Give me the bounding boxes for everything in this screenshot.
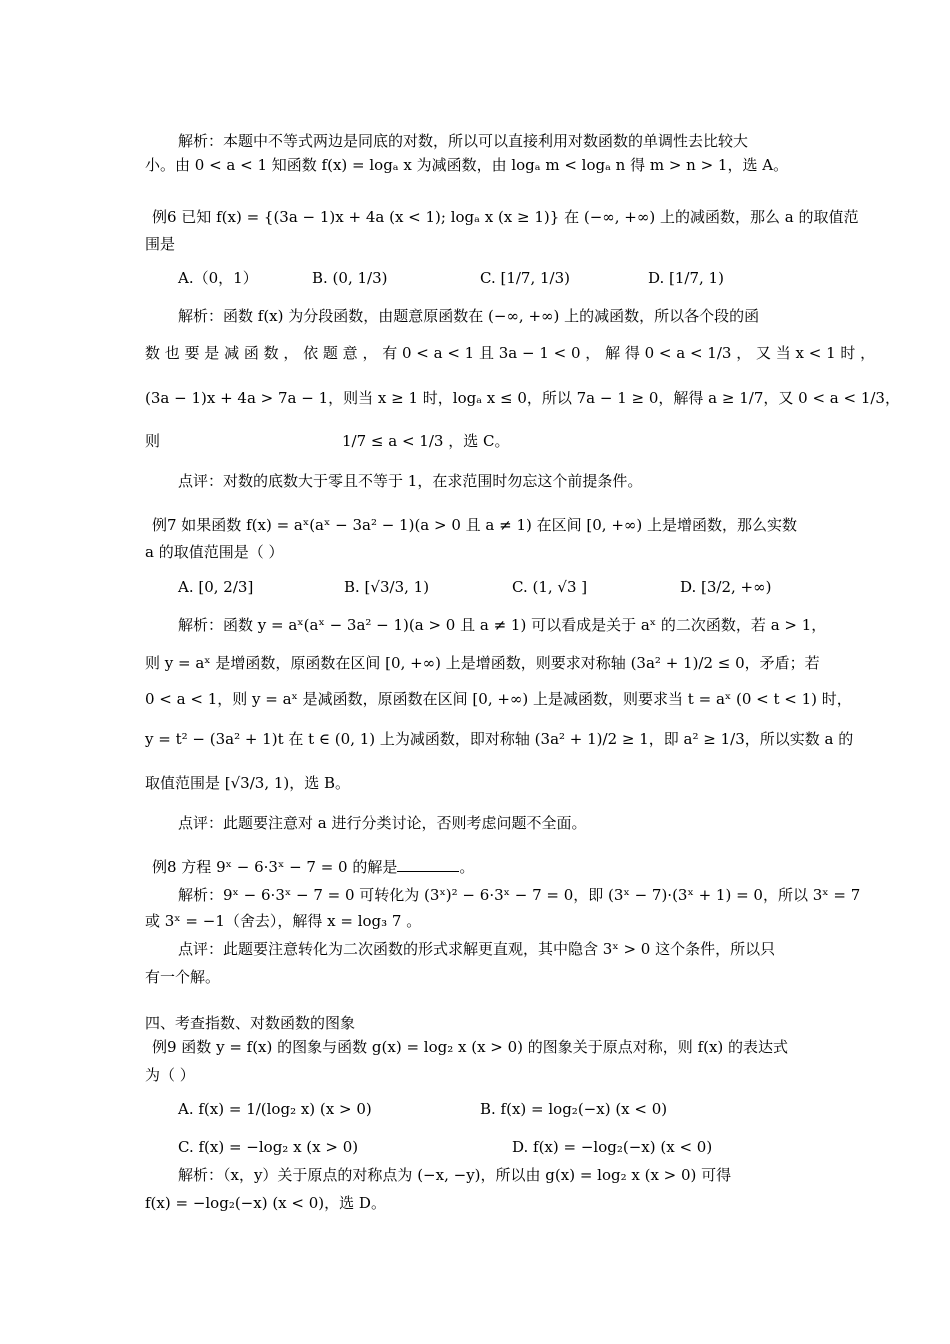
analysis-line: (3a − 1)x + 4a > 7a − 1，则当 x ≥ 1 时，logₐ x ≤ 0，所以 7a − 1 ≥ 0，解得 a ≥ 1/7，又 0 < a < 1/3， [145, 389, 900, 407]
answer-blank [397, 857, 459, 872]
analysis-line: 解析：9ˣ − 6·3ˣ − 7 = 0 可转化为 (3ˣ)² − 6·3ˣ − 7 = 0，即 (3ˣ − 7)·(3ˣ + 1) = 0，所以 3ˣ = 7 [178, 886, 861, 904]
example-6-stem: 例6 已知 f(x) = {(3a − 1)x + 4a (x < 1); logₐ x (x ≥ 1)} 在 (−∞, +∞) 上的减函数，那么 a 的取值范 [152, 208, 859, 226]
option-b: B. f(x) = log₂(−x) (x < 0) [480, 1100, 668, 1118]
analysis-line: f(x) = −log₂(−x) (x < 0)，选 D。 [145, 1194, 386, 1212]
option-d: D. [3/2, +∞) [680, 578, 772, 596]
example-9-stem-cont: 为（ ） [145, 1066, 195, 1084]
analysis-line: 解析：本题中不等式两边是同底的对数，所以可以直接利用对数函数的单调性去比较大 [178, 132, 749, 150]
option-c: C. f(x) = −log₂ x (x > 0) [178, 1138, 359, 1156]
analysis-line: 则 y = aˣ 是增函数，原函数在区间 [0, +∞) 上是增函数，则要求对称轴 (3a² + 1)/2 ≤ 0，矛盾；若 [145, 654, 820, 672]
analysis-line: 0 < a < 1，则 y = aˣ 是减函数，原函数在区间 [0, +∞) 上是减函数，则要求当 t = aˣ (0 < t < 1) 时， [145, 690, 852, 708]
comment-line: 点评：此题要注意对 a 进行分类讨论，否则考虑问题不全面。 [178, 814, 587, 832]
option-c: C. (1, √3 ] [512, 578, 588, 596]
analysis-line: y = t² − (3a² + 1)t 在 t ∈ (0, 1) 上为减函数，即对称轴 (3a² + 1)/2 ≥ 1，即 a² ≥ 1/3，所以实数 a 的 [145, 730, 854, 748]
comment-line: 有一个解。 [145, 968, 221, 986]
analysis-line: 小。由 0 < a < 1 知函数 f(x) = logₐ x 为减函数，由 logₐ m < logₐ n 得 m > n > 1，选 A。 [145, 156, 789, 174]
option-d: D. f(x) = −log₂(−x) (x < 0) [512, 1138, 713, 1156]
example-6-stem-cont: 围是 [145, 235, 176, 253]
option-c: C. [1/7, 1/3) [480, 269, 570, 287]
analysis-label: 则 [145, 432, 161, 450]
example-7-stem: 例7 如果函数 f(x) = aˣ(aˣ − 3a² − 1)(a > 0 且 a ≠ 1) 在区间 [0, +∞) 上是增函数，那么实数 [152, 516, 798, 534]
example-8-stem [152, 856, 474, 878]
comment-line: 点评：对数的底数大于零且不等于 1，在求范围时勿忘这个前提条件。 [178, 472, 643, 490]
option-a: A. f(x) = 1/(log₂ x) (x > 0) [178, 1100, 372, 1118]
analysis-math: 1/7 ≤ a < 1/3 ，选 C。 [342, 432, 510, 450]
option-b: B. (0, 1/3) [312, 269, 388, 287]
example-8-stem-end: 。 [459, 858, 475, 876]
example-8-stem-text: 例8 方程 9ˣ − 6·3ˣ − 7 = 0 的解是 [152, 858, 398, 876]
example-7-stem-cont: a 的取值范围是（ ） [145, 543, 284, 561]
option-a: A.（0，1） [178, 269, 258, 287]
option-b: B. [√3/3, 1) [344, 578, 430, 596]
analysis-line: 解析：（x，y）关于原点的对称点为 (−x, −y)，所以由 g(x) = log₂ x (x > 0) 可得 [178, 1166, 732, 1184]
analysis-line: 或 3ˣ = −1（舍去），解得 x = log₃ 7 。 [145, 912, 422, 930]
analysis-line: 解析：函数 f(x) 为分段函数，由题意原函数在 (−∞, +∞) 上的减函数，所以各个段的函 [178, 307, 760, 325]
option-d: D. [1/7, 1) [648, 269, 724, 287]
example-9-stem: 例9 函数 y = f(x) 的图象与函数 g(x) = log₂ x (x > 0) 的图象关于原点对称，则 f(x) 的表达式 [152, 1038, 789, 1056]
comment-line: 点评：此题要注意转化为二次函数的形式求解更直观，其中隐含 3ˣ > 0 这个条件，所以只 [178, 940, 776, 958]
analysis-line: 取值范围是 [√3/3, 1)，选 B。 [145, 774, 351, 792]
option-a: A. [0, 2/3] [178, 578, 254, 596]
section-heading: 四、考查指数、对数函数的图象 [145, 1014, 356, 1032]
analysis-line: 数 也 要 是 减 函 数 ， 依 题 意 ， 有 0 < a < 1 且 3a − 1 < 0 ， 解 得 0 < a < 1/3 ， 又 当 x < 1 时 ， [145, 344, 876, 362]
analysis-line: 解析：函数 y = aˣ(aˣ − 3a² − 1)(a > 0 且 a ≠ 1) 可以看成是关于 aˣ 的二次函数，若 a > 1， [178, 616, 827, 634]
